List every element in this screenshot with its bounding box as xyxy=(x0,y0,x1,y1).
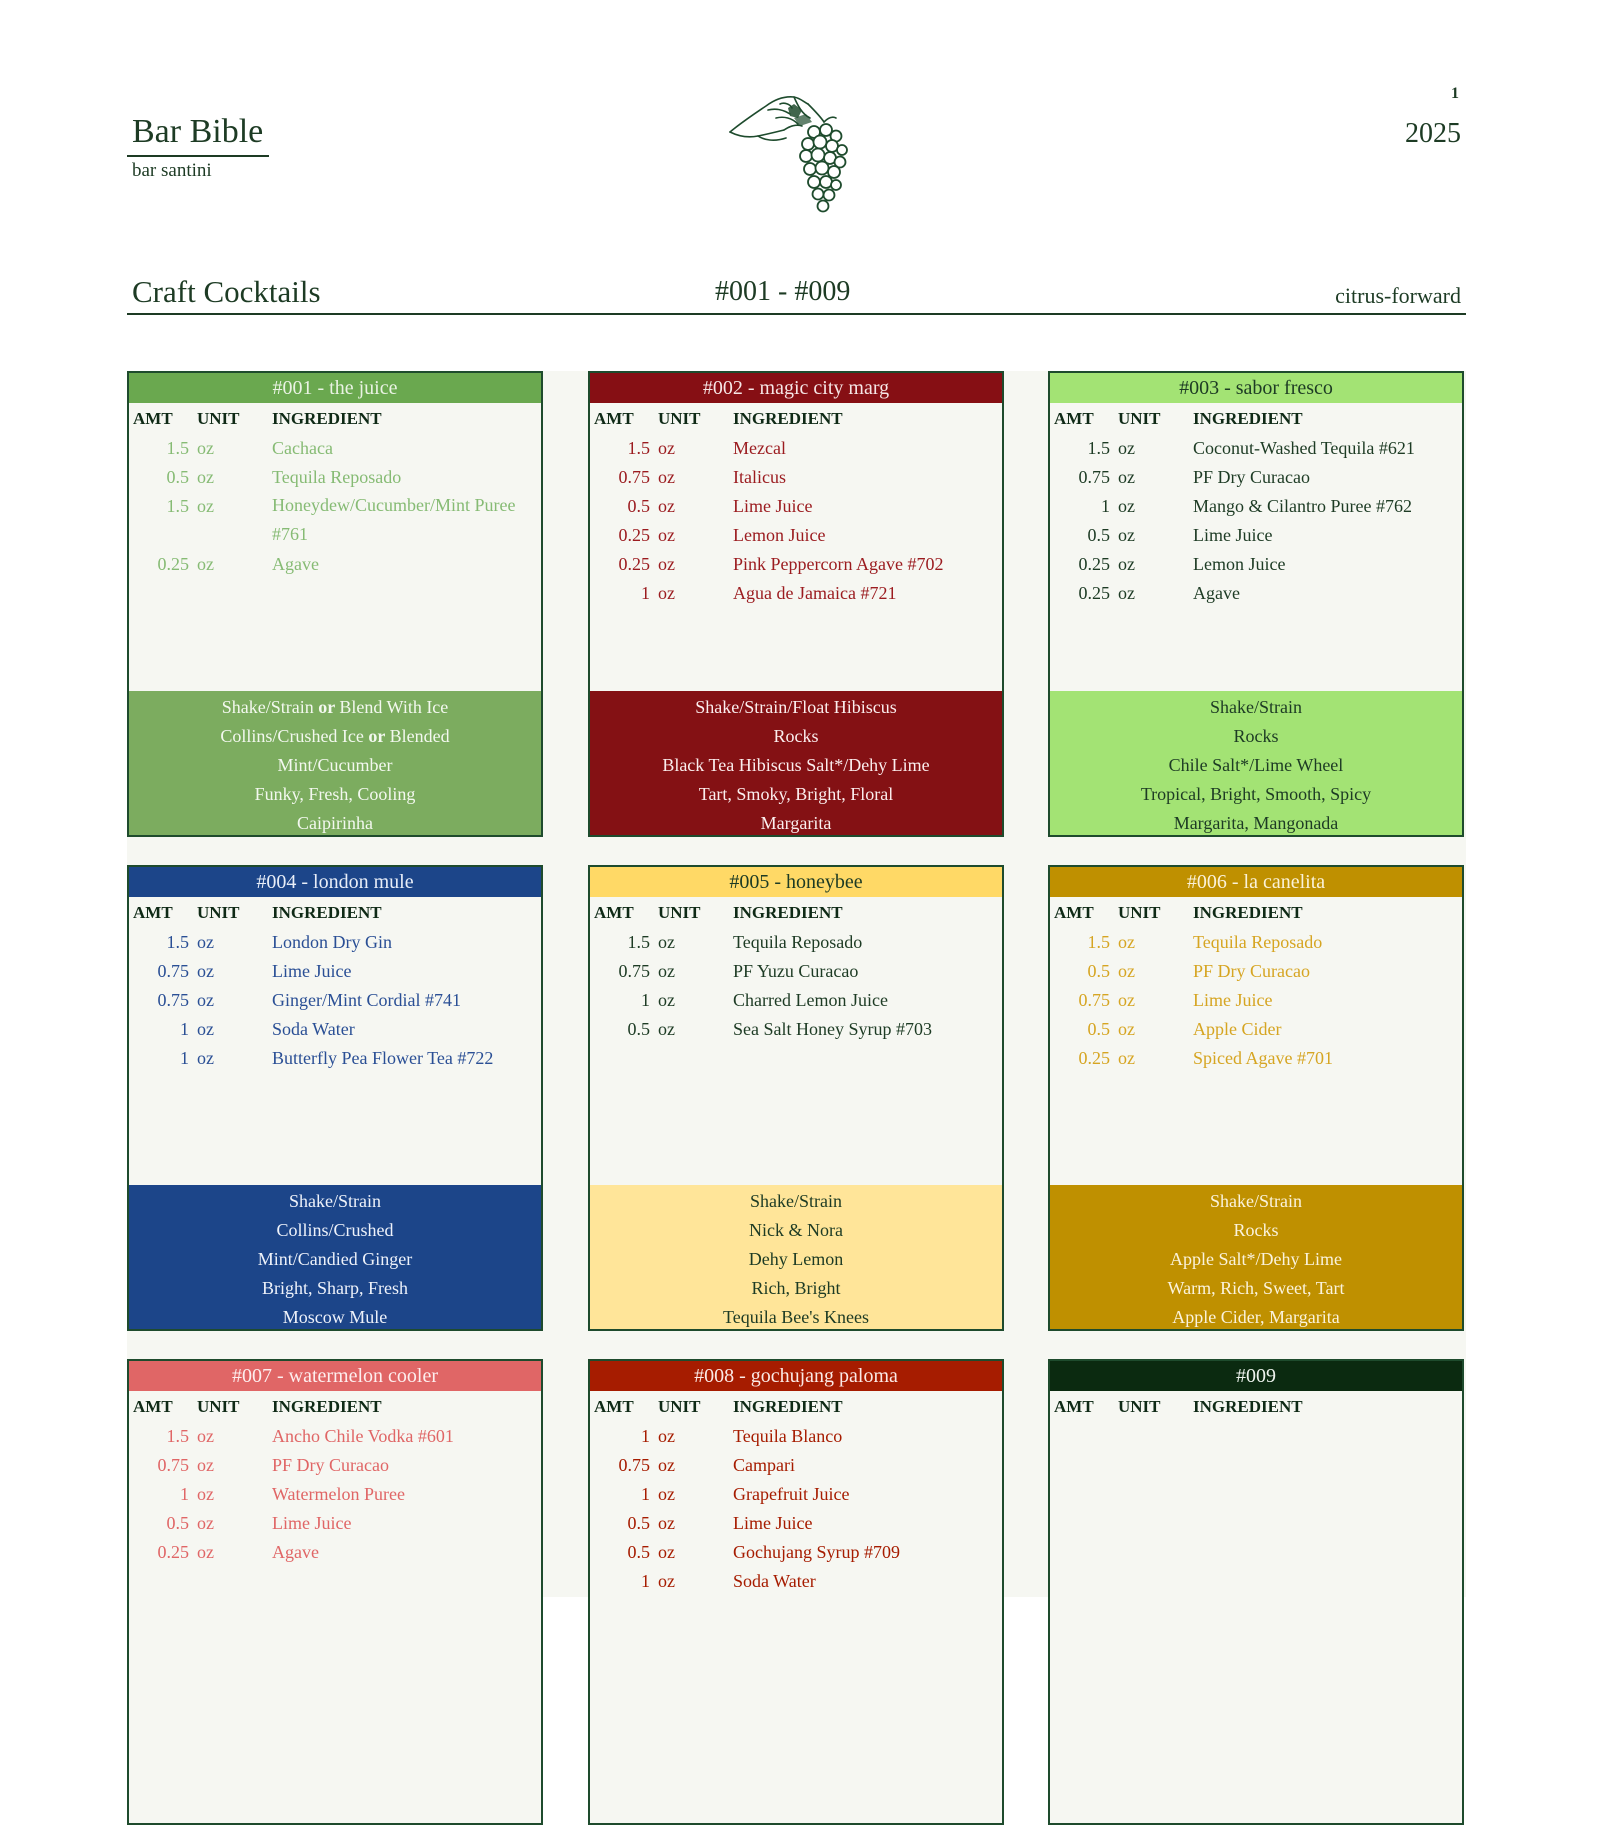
ingredient-unit: oz xyxy=(197,467,214,487)
section-tag: citrus-forward xyxy=(1335,283,1461,308)
ingredient-row xyxy=(129,433,541,462)
recipe-card xyxy=(1048,1359,1464,1825)
ingredient-column-header: INGREDIENT xyxy=(272,409,382,428)
ingredient-row xyxy=(590,578,1002,607)
ingredient-unit: oz xyxy=(1118,525,1135,545)
subtitle: bar santini xyxy=(132,160,212,181)
recipe-note-line: Dehy Lemon xyxy=(748,1249,844,1269)
ingredient-amount: 0.75 xyxy=(618,467,650,487)
ingredient-amount: 0.5 xyxy=(166,1513,189,1533)
ingredient-name: London Dry Gin xyxy=(272,932,392,952)
ingredient-unit: oz xyxy=(658,1455,675,1475)
recipe-card-title: #001 - the juice xyxy=(129,373,541,403)
recipe-note-line: Bright, Sharp, Fresh xyxy=(262,1278,408,1298)
grape-hand-logo-icon xyxy=(728,92,860,218)
ingredient-name: Watermelon Puree xyxy=(272,1484,405,1504)
ingredient-row xyxy=(1050,549,1462,578)
ingredient-unit: oz xyxy=(658,1019,675,1039)
amt-column-header: AMT xyxy=(133,409,173,428)
ingredient-unit: oz xyxy=(1118,583,1135,603)
recipe-card-notes xyxy=(590,691,1002,835)
recipe-note-line: Rich, Bright xyxy=(751,1278,841,1298)
ingredient-amount: 0.75 xyxy=(1078,990,1110,1010)
ingredient-name: Lime Juice xyxy=(733,1513,813,1533)
ingredient-name: Coconut-Washed Tequila #621 xyxy=(1193,438,1415,458)
ingredient-column-header: INGREDIENT xyxy=(1193,903,1303,922)
recipe-note-line: Tart, Smoky, Bright, Floral xyxy=(698,784,894,804)
amt-column-header: AMT xyxy=(1054,409,1094,428)
amt-column-header: AMT xyxy=(594,409,634,428)
ingredient-unit: oz xyxy=(658,1426,675,1446)
ingredient-row xyxy=(129,956,541,985)
recipe-note-line: Mint/Candied Ginger xyxy=(257,1249,413,1269)
ingredient-list xyxy=(1050,927,1462,1217)
ingredient-amount: 1 xyxy=(1101,496,1110,516)
ingredient-amount: 0.5 xyxy=(627,1019,650,1039)
ingredient-row xyxy=(129,549,541,578)
ingredient-row xyxy=(590,1421,1002,1450)
ingredient-amount: 0.5 xyxy=(627,1542,650,1562)
ingredient-amount: 1.5 xyxy=(166,1426,189,1446)
ingredient-row xyxy=(129,491,541,549)
ingredient-amount: 0.25 xyxy=(618,525,650,545)
ingredient-name: Mezcal xyxy=(733,438,786,458)
unit-column-header: UNIT xyxy=(1118,409,1161,428)
ingredient-name: Soda Water xyxy=(272,1019,355,1039)
ingredient-row xyxy=(1050,433,1462,462)
app-title: Bar Bible xyxy=(132,113,264,150)
ingredient-name: Agave xyxy=(1193,583,1240,603)
recipe-card-title: #007 - watermelon cooler xyxy=(129,1361,541,1391)
ingredient-row xyxy=(129,1014,541,1043)
ingredient-unit: oz xyxy=(1118,961,1135,981)
ingredient-name: Charred Lemon Juice xyxy=(733,990,888,1010)
recipe-note-line: Shake/Strain xyxy=(1210,1191,1302,1211)
ingredient-column-header: INGREDIENT xyxy=(733,1397,843,1416)
ingredient-name: PF Dry Curacao xyxy=(272,1455,389,1475)
ingredient-row xyxy=(129,462,541,491)
section-title: Craft Cocktails xyxy=(132,274,321,309)
ingredient-row xyxy=(590,462,1002,491)
ingredient-row xyxy=(129,1508,541,1537)
ingredient-unit: oz xyxy=(197,932,214,952)
ingredient-amount: 0.5 xyxy=(627,1513,650,1533)
ingredient-list xyxy=(590,433,1002,723)
recipe-card-title: #005 - honeybee xyxy=(590,867,1002,897)
unit-column-header: UNIT xyxy=(1118,903,1161,922)
ingredient-row xyxy=(129,1421,541,1450)
ingredient-unit: oz xyxy=(197,1426,214,1446)
unit-column-header: UNIT xyxy=(658,1397,701,1416)
recipe-note-line: Black Tea Hibiscus Salt*/Dehy Lime xyxy=(662,755,930,775)
ingredient-unit: oz xyxy=(197,1513,214,1533)
ingredient-unit: oz xyxy=(658,1542,675,1562)
ingredient-row xyxy=(1050,1014,1462,1043)
ingredient-row xyxy=(1050,927,1462,956)
recipe-note-line: Collins/Crushed Ice or Blended xyxy=(220,726,450,746)
ingredient-name: Lemon Juice xyxy=(1193,554,1286,574)
ingredient-name: Italicus xyxy=(733,467,786,487)
recipe-note-line: Tropical, Bright, Smooth, Spicy xyxy=(1140,784,1372,804)
ingredient-row xyxy=(1050,578,1462,607)
ingredient-name: Lime Juice xyxy=(1193,525,1273,545)
ingredient-unit: oz xyxy=(197,496,214,516)
ingredient-column-header: INGREDIENT xyxy=(272,1397,382,1416)
ingredient-amount: 0.25 xyxy=(1078,554,1110,574)
ingredient-name: Agave xyxy=(272,1542,319,1562)
ingredient-row xyxy=(1050,462,1462,491)
ingredient-name: Agave xyxy=(272,554,319,574)
recipe-card-notes xyxy=(129,691,541,835)
ingredient-row xyxy=(129,1479,541,1508)
ingredient-row xyxy=(590,1537,1002,1566)
unit-column-header: UNIT xyxy=(197,903,240,922)
ingredient-unit: oz xyxy=(658,438,675,458)
recipe-note-line: Margarita, Mangonada xyxy=(1173,813,1339,833)
ingredient-amount: 1.5 xyxy=(1087,932,1110,952)
recipe-note-line: Moscow Mule xyxy=(282,1307,388,1327)
ingredient-name: Tequila Blanco xyxy=(733,1426,843,1446)
unit-column-header: UNIT xyxy=(1118,1397,1161,1416)
ingredient-amount: 1.5 xyxy=(627,932,650,952)
recipe-note-line: Shake/Strain xyxy=(289,1191,381,1211)
ingredient-name: Honeydew/Cucumber/Mint Puree #761 xyxy=(272,495,516,544)
ingredient-amount: 1 xyxy=(641,1426,650,1446)
recipe-card-notes xyxy=(1050,691,1462,835)
ingredient-name: Grapefruit Juice xyxy=(733,1484,850,1504)
or-keyword: or xyxy=(313,697,340,717)
ingredient-row xyxy=(1050,985,1462,1014)
unit-column-header: UNIT xyxy=(197,1397,240,1416)
recipe-note-line: Nick & Nora xyxy=(749,1220,843,1240)
unit-column-header: UNIT xyxy=(658,409,701,428)
ingredient-amount: 1.5 xyxy=(166,932,189,952)
recipe-card-title: #009 xyxy=(1050,1361,1462,1391)
ingredient-amount: 0.75 xyxy=(157,961,189,981)
ingredient-list xyxy=(129,927,541,1217)
ingredient-unit: oz xyxy=(197,1484,214,1504)
recipe-note-line: Apple Cider, Margarita xyxy=(1172,1307,1340,1327)
recipe-note-line: Collins/Crushed xyxy=(276,1220,394,1240)
ingredient-row xyxy=(590,956,1002,985)
amt-column-header: AMT xyxy=(133,1397,173,1416)
ingredient-amount: 1.5 xyxy=(627,438,650,458)
ingredient-row xyxy=(590,1014,1002,1043)
ingredient-row xyxy=(590,1450,1002,1479)
ingredient-amount: 0.25 xyxy=(157,1542,189,1562)
ingredient-unit: oz xyxy=(1118,554,1135,574)
recipe-note-line: Shake/Strain xyxy=(1210,697,1302,717)
ingredient-name: Lime Juice xyxy=(733,496,813,516)
ingredient-amount: 1 xyxy=(180,1048,189,1068)
ingredient-column-header: INGREDIENT xyxy=(733,903,843,922)
ingredient-name: Apple Cider xyxy=(1193,1019,1282,1039)
page-number: 1 xyxy=(1451,85,1459,102)
ingredient-column-header: INGREDIENT xyxy=(1193,409,1303,428)
recipe-card xyxy=(1048,371,1464,837)
ingredient-amount: 1 xyxy=(180,1484,189,1504)
amt-column-header: AMT xyxy=(1054,903,1094,922)
recipe-card-notes xyxy=(1050,1185,1462,1329)
ingredient-amount: 0.5 xyxy=(1087,525,1110,545)
ingredient-list xyxy=(1050,433,1462,723)
title-block xyxy=(127,112,269,152)
ingredient-row xyxy=(590,1479,1002,1508)
ingredient-amount: 0.5 xyxy=(1087,1019,1110,1039)
column-headers xyxy=(590,897,1002,927)
ingredient-unit: oz xyxy=(658,467,675,487)
recipe-note-line: Rocks xyxy=(1233,726,1279,746)
ingredient-list xyxy=(1050,1421,1462,1711)
ingredient-row xyxy=(1050,956,1462,985)
ingredient-name: Tequila Reposado xyxy=(1193,932,1323,952)
ingredient-row xyxy=(590,1566,1002,1595)
recipe-note-line: Funky, Fresh, Cooling xyxy=(254,784,416,804)
unit-column-header: UNIT xyxy=(197,409,240,428)
section-range: #001 - #009 xyxy=(715,276,851,307)
ingredient-amount: 0.25 xyxy=(618,554,650,574)
ingredient-row xyxy=(590,549,1002,578)
recipe-note-line: Shake/Strain or Blend With Ice xyxy=(221,697,449,717)
ingredient-name: Soda Water xyxy=(733,1571,816,1591)
ingredient-unit: oz xyxy=(658,961,675,981)
ingredient-row xyxy=(129,1537,541,1566)
ingredient-amount: 0.25 xyxy=(1078,583,1110,603)
ingredient-name: Ginger/Mint Cordial #741 xyxy=(272,990,461,1010)
ingredient-unit: oz xyxy=(658,1513,675,1533)
ingredient-name: Sea Salt Honey Syrup #703 xyxy=(733,1019,932,1039)
ingredient-amount: 1.5 xyxy=(166,496,189,516)
ingredient-row xyxy=(590,1508,1002,1537)
amt-column-header: AMT xyxy=(594,903,634,922)
amt-column-header: AMT xyxy=(133,903,173,922)
column-headers xyxy=(1050,403,1462,433)
recipe-card-title: #003 - sabor fresco xyxy=(1050,373,1462,403)
recipe-note-line: Mint/Cucumber xyxy=(277,755,393,775)
ingredient-name: PF Dry Curacao xyxy=(1193,467,1310,487)
ingredient-unit: oz xyxy=(658,525,675,545)
ingredient-name: Butterfly Pea Flower Tea #722 xyxy=(272,1048,494,1068)
ingredient-row xyxy=(1050,491,1462,520)
ingredient-name: Lime Juice xyxy=(272,961,352,981)
recipe-card xyxy=(588,371,1004,837)
ingredient-name: PF Yuzu Curacao xyxy=(733,961,859,981)
ingredient-name: Tequila Reposado xyxy=(272,467,402,487)
ingredient-amount: 0.25 xyxy=(1078,1048,1110,1068)
recipe-note-line: Chile Salt*/Lime Wheel xyxy=(1168,755,1344,775)
recipe-note-line: Shake/Strain xyxy=(750,1191,842,1211)
recipe-note-line: Caipirinha xyxy=(297,813,373,833)
ingredient-column-header: INGREDIENT xyxy=(1193,1397,1303,1416)
recipe-note-line: Margarita xyxy=(760,813,832,833)
or-keyword: or xyxy=(363,726,390,746)
ingredient-amount: 1 xyxy=(641,583,650,603)
ingredient-name: Pink Peppercorn Agave #702 xyxy=(733,554,944,574)
ingredient-unit: oz xyxy=(658,554,675,574)
amt-column-header: AMT xyxy=(1054,1397,1094,1416)
column-headers xyxy=(590,403,1002,433)
recipe-card xyxy=(588,865,1004,1331)
ingredient-amount: 0.5 xyxy=(627,496,650,516)
ingredient-column-header: INGREDIENT xyxy=(272,903,382,922)
recipe-card xyxy=(588,1359,1004,1825)
recipe-card-notes xyxy=(129,1185,541,1329)
ingredient-amount: 0.5 xyxy=(166,467,189,487)
ingredient-row xyxy=(590,433,1002,462)
ingredient-unit: oz xyxy=(197,990,214,1010)
amt-column-header: AMT xyxy=(594,1397,634,1416)
ingredient-amount: 0.75 xyxy=(618,1455,650,1475)
ingredient-unit: oz xyxy=(197,554,214,574)
recipe-note-line: Rocks xyxy=(773,726,819,746)
recipe-note-line: Warm, Rich, Sweet, Tart xyxy=(1167,1278,1345,1298)
recipe-card xyxy=(1048,865,1464,1331)
ingredient-name: Ancho Chile Vodka #601 xyxy=(272,1426,454,1446)
ingredient-row xyxy=(590,985,1002,1014)
recipe-card-title: #006 - la canelita xyxy=(1050,867,1462,897)
ingredient-unit: oz xyxy=(658,583,675,603)
unit-column-header: UNIT xyxy=(658,903,701,922)
column-headers xyxy=(1050,897,1462,927)
ingredient-row xyxy=(129,1450,541,1479)
year: 2025 xyxy=(1405,118,1461,149)
ingredient-row xyxy=(1050,520,1462,549)
ingredient-row xyxy=(590,520,1002,549)
ingredient-amount: 1 xyxy=(641,1484,650,1504)
ingredient-unit: oz xyxy=(197,1019,214,1039)
ingredient-row xyxy=(590,927,1002,956)
ingredient-row xyxy=(590,491,1002,520)
ingredient-name: Mango & Cilantro Puree #762 xyxy=(1193,496,1412,516)
ingredient-name: Tequila Reposado xyxy=(733,932,863,952)
ingredient-amount: 1 xyxy=(641,1571,650,1591)
recipe-card xyxy=(127,371,543,837)
ingredient-name: Lime Juice xyxy=(272,1513,352,1533)
ingredient-amount: 0.25 xyxy=(157,554,189,574)
ingredient-amount: 0.75 xyxy=(1078,467,1110,487)
ingredient-name: Gochujang Syrup #709 xyxy=(733,1542,900,1562)
ingredient-unit: oz xyxy=(658,496,675,516)
ingredient-list xyxy=(129,433,541,723)
ingredient-amount: 0.75 xyxy=(157,990,189,1010)
recipe-note-line: Apple Salt*/Dehy Lime xyxy=(1170,1249,1342,1269)
ingredient-unit: oz xyxy=(658,1484,675,1504)
ingredient-amount: 0.5 xyxy=(1087,961,1110,981)
ingredient-amount: 1.5 xyxy=(1087,438,1110,458)
ingredient-name: Cachaca xyxy=(272,438,333,458)
ingredient-row xyxy=(129,1043,541,1072)
ingredient-unit: oz xyxy=(658,932,675,952)
ingredient-unit: oz xyxy=(197,1455,214,1475)
recipe-card-title: #004 - london mule xyxy=(129,867,541,897)
recipe-note-line: Tequila Bee's Knees xyxy=(723,1307,869,1327)
recipe-card xyxy=(127,865,543,1331)
recipe-note-line: Rocks xyxy=(1233,1220,1279,1240)
ingredient-amount: 1 xyxy=(641,990,650,1010)
ingredient-amount: 0.75 xyxy=(618,961,650,981)
ingredient-unit: oz xyxy=(1118,932,1135,952)
ingredient-amount: 1 xyxy=(180,1019,189,1039)
ingredient-row xyxy=(129,985,541,1014)
ingredient-amount: 0.75 xyxy=(157,1455,189,1475)
ingredient-unit: oz xyxy=(1118,990,1135,1010)
ingredient-row xyxy=(1050,1043,1462,1072)
ingredient-name: Agua de Jamaica #721 xyxy=(733,583,897,603)
ingredient-list xyxy=(129,1421,541,1711)
ingredient-name: Lime Juice xyxy=(1193,990,1273,1010)
ingredient-row xyxy=(129,927,541,956)
ingredient-column-header: INGREDIENT xyxy=(733,409,843,428)
column-headers xyxy=(129,403,541,433)
ingredient-unit: oz xyxy=(1118,496,1135,516)
column-headers xyxy=(1050,1391,1462,1421)
ingredient-list xyxy=(590,927,1002,1217)
ingredient-unit: oz xyxy=(1118,1048,1135,1068)
ingredient-unit: oz xyxy=(1118,438,1135,458)
ingredient-name: Spiced Agave #701 xyxy=(1193,1048,1333,1068)
ingredient-name: Lemon Juice xyxy=(733,525,826,545)
ingredient-unit: oz xyxy=(197,438,214,458)
recipe-card-notes xyxy=(590,1185,1002,1329)
ingredient-unit: oz xyxy=(1118,467,1135,487)
ingredient-name: PF Dry Curacao xyxy=(1193,961,1310,981)
ingredient-unit: oz xyxy=(197,1048,214,1068)
section-rule xyxy=(127,313,1466,315)
ingredient-unit: oz xyxy=(658,990,675,1010)
ingredient-unit: oz xyxy=(197,961,214,981)
ingredient-name: Campari xyxy=(733,1455,795,1475)
column-headers xyxy=(590,1391,1002,1421)
recipe-card-title: #002 - magic city marg xyxy=(590,373,1002,403)
column-headers xyxy=(129,897,541,927)
ingredient-amount: 1.5 xyxy=(166,438,189,458)
recipe-card xyxy=(127,1359,543,1825)
ingredient-list xyxy=(590,1421,1002,1711)
ingredient-unit: oz xyxy=(658,1571,675,1591)
ingredient-unit: oz xyxy=(1118,1019,1135,1039)
recipe-note-line: Shake/Strain/Float Hibiscus xyxy=(695,697,897,717)
ingredient-unit: oz xyxy=(197,1542,214,1562)
title-underline xyxy=(127,155,269,157)
column-headers xyxy=(129,1391,541,1421)
recipe-card-title: #008 - gochujang paloma xyxy=(590,1361,1002,1391)
